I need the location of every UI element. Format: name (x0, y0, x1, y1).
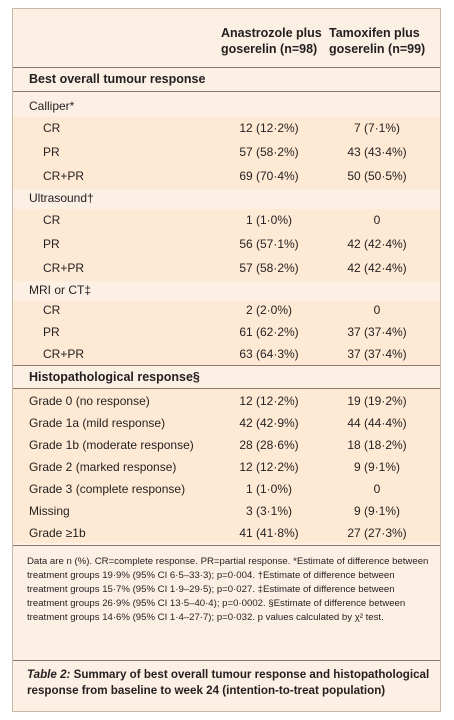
cell-tamoxifen: 42 (42·4%) (347, 237, 407, 251)
cell-tamoxifen: 9 (9·1%) (353, 460, 400, 474)
table-row (13, 141, 440, 163)
row-label: Grade 2 (marked response) (29, 460, 177, 474)
section-histopathological (13, 366, 440, 388)
section-title: Best overall tumour response (29, 72, 206, 86)
section-tumour-response (13, 68, 440, 90)
group-mri-ct (13, 279, 440, 301)
cell-tamoxifen: 7 (7·1%) (353, 121, 400, 135)
cell-anastrozole: 41 (41·8%) (239, 526, 299, 540)
row-label: Grade 0 (no response) (29, 394, 150, 408)
group-calliper (13, 95, 440, 117)
caption-text: Summary of best overall tumour response and histopathological response from baseline to week 24 (intention-to-treat population) (27, 668, 430, 697)
table-row (13, 257, 440, 279)
caption-divider (13, 660, 440, 661)
row-label: Grade ≥1b (29, 526, 86, 540)
table-row (13, 434, 440, 456)
cell-anastrozole: 3 (3·1%) (245, 504, 292, 518)
table-row (13, 478, 440, 500)
table-row (13, 165, 440, 187)
section-title: Histopathological response§ (29, 370, 200, 384)
row-label: Grade 3 (complete response) (29, 482, 186, 496)
table-panel (12, 8, 441, 712)
cell-anastrozole: 2 (2·0%) (245, 303, 292, 317)
cell-tamoxifen: 43 (43·4%) (347, 145, 407, 159)
cell-tamoxifen: 42 (42·4%) (347, 261, 407, 275)
table-footnote: Data are n (%). CR=complete response. PR=partial response. *Estimate of difference between treatment groups 19·9% (95% CI 6·5–33·3); p=0·004. †Estimate of difference between treatment groups 15·7% (95% CI 1·9–29·5); p=0·027. ‡Estimate of difference between treatment groups 26·9% (95% CI 13·5–40·4); p=0·0002. §Estimate of difference between treatment groups 14·6% (95% CI 1·4–27·7); p=0·032. p values calculated by χ² test. (27, 556, 429, 623)
table-row (13, 522, 440, 544)
table-row (13, 321, 440, 343)
cell-tamoxifen: 0 (373, 303, 381, 317)
table-row (13, 500, 440, 522)
cell-tamoxifen: 0 (373, 482, 381, 496)
table-row (13, 299, 440, 321)
table-row (13, 390, 440, 412)
cell-anastrozole: 1 (1·0%) (245, 213, 292, 227)
row-label: CR (43, 121, 61, 135)
table-bottom-divider (13, 545, 440, 546)
cell-anastrozole: 57 (58·2%) (239, 261, 299, 275)
row-label: PR (43, 145, 60, 159)
table-row (13, 343, 440, 365)
cell-anastrozole: 61 (62·2%) (239, 325, 299, 339)
cell-tamoxifen: 9 (9·1%) (353, 504, 400, 518)
group-ultrasound (13, 187, 440, 209)
table-row (13, 233, 440, 255)
cell-anastrozole: 57 (58·2%) (239, 145, 299, 159)
cell-anastrozole: 28 (28·6%) (239, 438, 299, 452)
cell-anastrozole: 12 (12·2%) (239, 121, 299, 135)
cell-anastrozole: 12 (12·2%) (239, 460, 299, 474)
row-label: Grade 1a (mild response) (29, 416, 166, 430)
cell-anastrozole: 12 (12·2%) (239, 394, 299, 408)
cell-anastrozole: 63 (64·3%) (239, 347, 299, 361)
row-label: PR (43, 325, 60, 339)
row-label: CR (43, 213, 61, 227)
table-row (13, 456, 440, 478)
row-label: PR (43, 237, 60, 251)
row-label: CR+PR (43, 261, 85, 275)
column-header-tamoxifen: Tamoxifen plus goserelin (n=99) (329, 26, 426, 56)
cell-tamoxifen: 19 (19·2%) (347, 394, 407, 408)
cell-tamoxifen: 27 (27·3%) (347, 526, 407, 540)
cell-tamoxifen: 37 (37·4%) (347, 325, 407, 339)
group-label: MRI or CT‡ (29, 283, 92, 297)
group-label: Calliper* (29, 99, 75, 113)
cell-tamoxifen: 0 (373, 213, 381, 227)
row-label: CR+PR (43, 347, 85, 361)
cell-tamoxifen: 44 (44·4%) (347, 416, 407, 430)
caption-label: Table 2: (27, 668, 71, 681)
cell-tamoxifen: 18 (18·2%) (347, 438, 407, 452)
row-label: Missing (29, 504, 70, 518)
cell-tamoxifen: 37 (37·4%) (347, 347, 407, 361)
table-header (13, 21, 440, 67)
row-label: CR+PR (43, 169, 85, 183)
table-row (13, 209, 440, 231)
divider (13, 91, 440, 92)
cell-anastrozole: 69 (70·4%) (239, 169, 299, 183)
column-header-anastrozole: Anastrozole plus goserelin (n=98) (221, 26, 322, 56)
group-label: Ultrasound† (29, 191, 94, 205)
cell-anastrozole: 56 (57·1%) (239, 237, 299, 251)
cell-tamoxifen: 50 (50·5%) (347, 169, 407, 183)
cell-anastrozole: 42 (42·9%) (239, 416, 299, 430)
table-caption (27, 667, 431, 699)
table-row (13, 117, 440, 139)
table-row (13, 412, 440, 434)
cell-anastrozole: 1 (1·0%) (245, 482, 292, 496)
row-label: CR (43, 303, 61, 317)
row-label: Grade 1b (moderate response) (29, 438, 194, 452)
